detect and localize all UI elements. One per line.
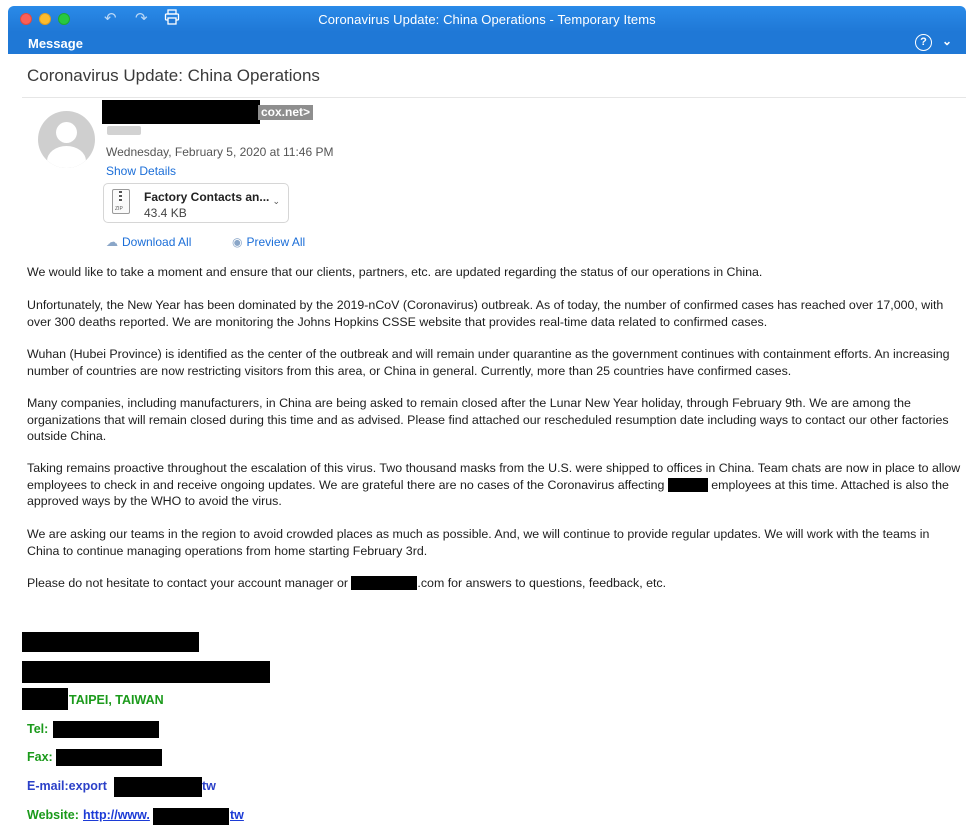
window-titlebar (8, 6, 966, 32)
redacted-email (351, 576, 417, 590)
sender-address[interactable]: cox.net> (258, 105, 313, 120)
body-paragraph-2: Unfortunately, the New Year has been dominated by the 2019-nCoV (Coronavirus) outbreak. As of today, the number of confirmed cases has reached over 17,000, with over 300 deaths reported. We are monitoring the Johns Hopkins CSSE website that provides real-time data related to confirmed cases. (27, 298, 944, 329)
body-paragraph-7 (27, 575, 962, 592)
redacted-company-name (668, 478, 708, 492)
zip-file-icon: ZIP (112, 189, 130, 214)
message-date: Wednesday, February 5, 2020 at 11:46 PM (106, 145, 334, 159)
redacted-signature-name (22, 632, 199, 652)
body-paragraph-3: Wuhan (Hubei Province) is identified as the center of the outbreak and will remain under quarantine as the government continues with containment efforts. An increasing number of countries are now restricting visitors from this area, or China in general. Currently, more than 25 countries have confirmed cases. (27, 347, 950, 378)
signature-location: TAIPEI, TAIWAN (69, 693, 164, 707)
eye-icon: ◉ (232, 235, 243, 249)
window-title: Coronavirus Update: China Operations - Temporary Items (318, 12, 656, 27)
redacted-signature-address (22, 688, 68, 710)
redo-icon[interactable]: ↷ (135, 10, 148, 27)
attachment-name: Factory Contacts an... (144, 190, 270, 204)
signature-tel-label: Tel: (27, 722, 49, 736)
redacted-email-address (114, 777, 202, 797)
preview-all-label: Preview All (246, 235, 306, 249)
redacted-signature-company (22, 661, 270, 683)
website-link-prefix[interactable]: http://www. (83, 808, 150, 822)
tab-message[interactable]: Message (28, 36, 83, 51)
body-paragraph-1: We would like to take a moment and ensure that our clients, partners, etc. are updated regarding the status of our operations in China. (27, 265, 763, 279)
preview-all-button[interactable] (232, 235, 305, 249)
attachment-menu-chevron-icon[interactable]: ⌄ (272, 196, 280, 206)
signature-email-suffix[interactable]: tw (202, 779, 216, 793)
body-paragraph-4: Many companies, including manufacturers, in China are being asked to remain closed after the Lunar New Year holiday, through February 9th. We are among the organizations that will remain closed during this time and as advised. Please find attached our rescheduled resumption date including ways to contact our other factories outside China. (27, 396, 949, 443)
attachment-size: 43.4 KB (144, 206, 187, 220)
signature-website-label: Website: (27, 808, 79, 822)
body-paragraph-7-part-2: .com for answers to questions, feedback, etc. (417, 576, 667, 590)
redacted-tel (53, 721, 159, 738)
body-paragraph-5 (27, 460, 962, 510)
redacted-fax (56, 749, 162, 766)
download-all-label: Download All (122, 235, 192, 249)
signature-email-prefix[interactable]: E-mail:export (27, 779, 107, 793)
cloud-download-icon: ☁ (106, 235, 118, 249)
attachment-card[interactable] (103, 183, 289, 223)
sender-avatar (38, 111, 95, 168)
undo-icon[interactable]: ↶ (104, 10, 117, 27)
help-icon[interactable]: ? (915, 34, 932, 51)
collapse-ribbon-chevron-icon[interactable]: ⌄ (941, 34, 952, 48)
redacted-website-domain (153, 808, 229, 825)
download-all-button[interactable] (106, 235, 191, 249)
website-link-suffix[interactable]: tw (230, 808, 244, 822)
ribbon-tab-bar (8, 32, 966, 54)
signature-fax-label: Fax: (27, 750, 53, 764)
message-subject: Coronavirus Update: China Operations (27, 66, 320, 85)
show-details-link[interactable]: Show Details (106, 164, 177, 178)
body-paragraph-5-part-1: Taking remains proactive throughout the escalation of this virus. Two thousand masks from the U.S. were shipped to offices in China. Team chats are now in place to allow employees to check in and receive ongoing updates. We are grateful there are no cases of the Coronavirus affecting (27, 461, 961, 492)
body-paragraph-6: We are asking our teams in the region to avoid crowded places as much as possible. And, we will continue to provide regular updates. We will work with the teams in China to continue managing operations from home starting February 3rd. (27, 527, 930, 558)
header-divider (22, 97, 966, 98)
body-paragraph-5-part-2: employees at this time. Attached is also the approved ways by the WHO to avoid the virus. (27, 477, 949, 508)
body-paragraph-7-part-1: Please do not hesitate to contact your account manager or (27, 576, 352, 590)
redacted-recipient (107, 126, 141, 135)
redacted-sender-name (102, 100, 260, 124)
